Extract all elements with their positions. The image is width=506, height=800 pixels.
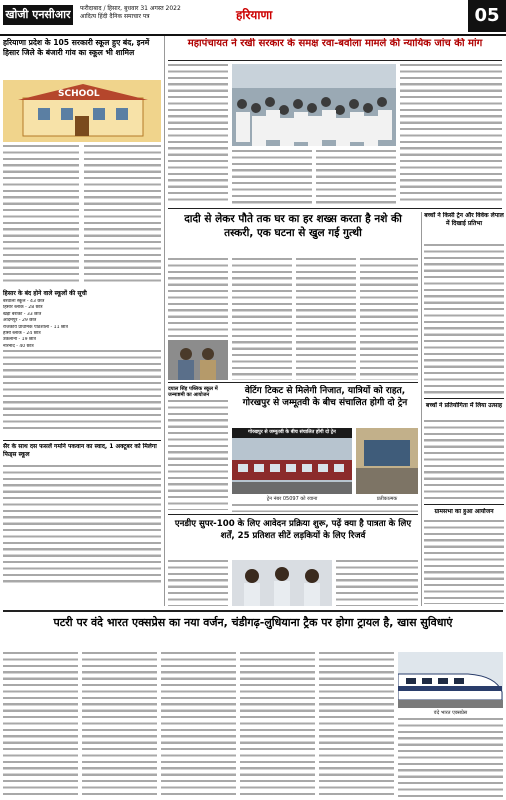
school-building-illustration [3,80,161,142]
story3-photo [168,340,228,380]
story4-headline: वेटिंग टिकट से मिलेगी निजात, यात्रियों को राहत, गोरखपुर से जम्मूतवी के बीच संचालित होगी दो ट्रेन [242,386,408,408]
story6-body-col6 [398,718,503,797]
date-text: फरीदाबाद / हिसार, बुधवार 31 अगस्त 2022 [80,5,181,12]
story1-headline: हरियाणा प्रदेश के 105 सरकारी स्कूल हुए बंद, इनमें हिसार जिले के बंजारी गांव का स्कूल भी शामिल [3,38,150,57]
mahapanchayat-crowd-photo [232,64,396,146]
story2-body-col2 [232,150,312,205]
story4-side-caption: प्रतीकात्मक [376,496,398,502]
list-item: हांसी ब्लॉक - 24 छात्र [3,331,41,337]
story4-side-photo [356,428,418,494]
story3-subhead: दयाल सिंह पब्लिक स्कूल में जन्माष्टमी का आयोजन [168,386,218,398]
story2-body-col1 [168,64,228,204]
story3-headline: दादी से लेकर पौते तक घर का हर शख्स करता है नशे की तस्करी, एक घटना से खुल गई गुत्थी [184,213,402,239]
sidebar-box3-body [424,520,504,604]
list-item: खेड़ी बराकी - 33 छात्र [3,311,42,317]
story6-body-col3 [161,652,236,797]
list-item: आदमपुर - 29 छात्र [3,318,37,324]
list-item: उकलाना - 19 छात्र [3,337,36,343]
divider [168,514,418,515]
story5-body-col2 [336,560,418,606]
vande-bharat-train-photo [398,652,503,708]
date-line [80,5,230,21]
story4-body-right [232,504,418,512]
story3-body-col2 [232,258,292,380]
story2-body-col3 [316,150,396,205]
list-filler [3,350,161,430]
story4-photo-caption: ट्रेन नंबर 05097 को रवाना [266,496,318,502]
school-list [3,288,161,438]
story3-body-col3 [296,258,356,380]
column-divider [421,212,422,606]
story5-photo [232,560,332,606]
divider [3,440,161,441]
sidebar-box2-body [424,420,504,500]
section-title: हरियाणा [236,8,273,22]
list-item: राजकीय प्राथमिक पाठशाला - 11 छात्र [3,324,68,330]
story3-body-col1 [168,258,228,338]
railway-platform-photo [356,428,418,494]
story2-body-col4 [400,64,502,204]
story5-headline: एनडीए सुपर-100 के लिए आवेदन प्रक्रिया शुरू, पढ़ें क्या है पात्रता के लिए शर्तें, 25 प्रतिशत सीटें लड़कियों के लिए रिजर्व [174,519,412,541]
sidebar-box3-title: ग्रामसभा का हुआ आयोजन [434,508,494,515]
masthead [0,0,506,36]
divider [424,398,504,399]
story6-headline: पटरी पर वंदे भारत एक्सप्रेस का नया वर्जन, चंडीगढ़-लुधियाना ट्रैक पर होगा ट्रायल है, खास सुविधाएं [53,616,453,629]
story6-photo [398,652,503,708]
sidebar-box2-title: बच्चों ने प्रतियोगिता में लिया उत्साह [425,402,503,409]
divider [3,610,503,612]
story1-photo [3,80,161,142]
students-photo [232,560,332,606]
list-item: हिसार ब्लॉक - 28 छात्र [3,305,43,311]
newspaper-logo: खोजी एनसीआर [3,5,73,25]
story1-body-right [84,145,161,285]
sidebar-box4-title: सैर के साथ दस फसलें गर्माने पकवान का स्वाद, 1 अक्टूबर को मिलेगा फिड्स स्कूल [3,443,157,458]
story2-headline: महापंचायत ने रखी सरकार के समक्ष रवा-बवोला मामले की न्यायिक जांच की मांग [187,38,483,49]
story6-body-col1 [3,652,78,797]
sidebar-box1-body [424,244,504,394]
list-item: बरवाला स्कूल - 43 छात्र [3,299,45,304]
divider [168,208,502,209]
sidebar-box1-title: बच्चों ने किसी ट्रेन और विवेक लेपाल में दिखाई प्रतिभा [424,212,504,227]
story3-body-col4 [360,258,418,380]
story6-body-col5 [319,652,394,797]
story5-body-col1 [168,560,228,606]
svg-text:SCHOOL: SCHOOL [58,89,100,99]
school-list-title: हिसार के बंद होने वाले स्कूलों की सूची [3,290,87,297]
story4-body-left [168,400,228,510]
column-divider [164,36,165,606]
divider [168,60,502,61]
sidebar-box4-body [3,465,161,585]
divider [424,504,504,505]
story2-photo [232,64,396,146]
list-item: नारनौंद - 40 छात्र [3,343,34,349]
story6-photo-caption: वंदे भारत एक्सप्रेस [433,710,468,716]
paper-tagline: आदित्य हिंदी दैनिक समाचार पत्र [80,13,150,20]
train-photo-banner: गोरखपुर से जम्मूतवी के बीच संचालित होंगी दो ट्रेन [248,430,336,435]
divider [168,382,418,383]
story1-body-left [3,145,79,285]
story6-body-col2 [82,652,157,797]
arrest-photo [168,340,228,380]
page-number: 05 [468,0,506,32]
story4-photo [232,428,352,494]
story6-body-col4 [240,652,315,797]
